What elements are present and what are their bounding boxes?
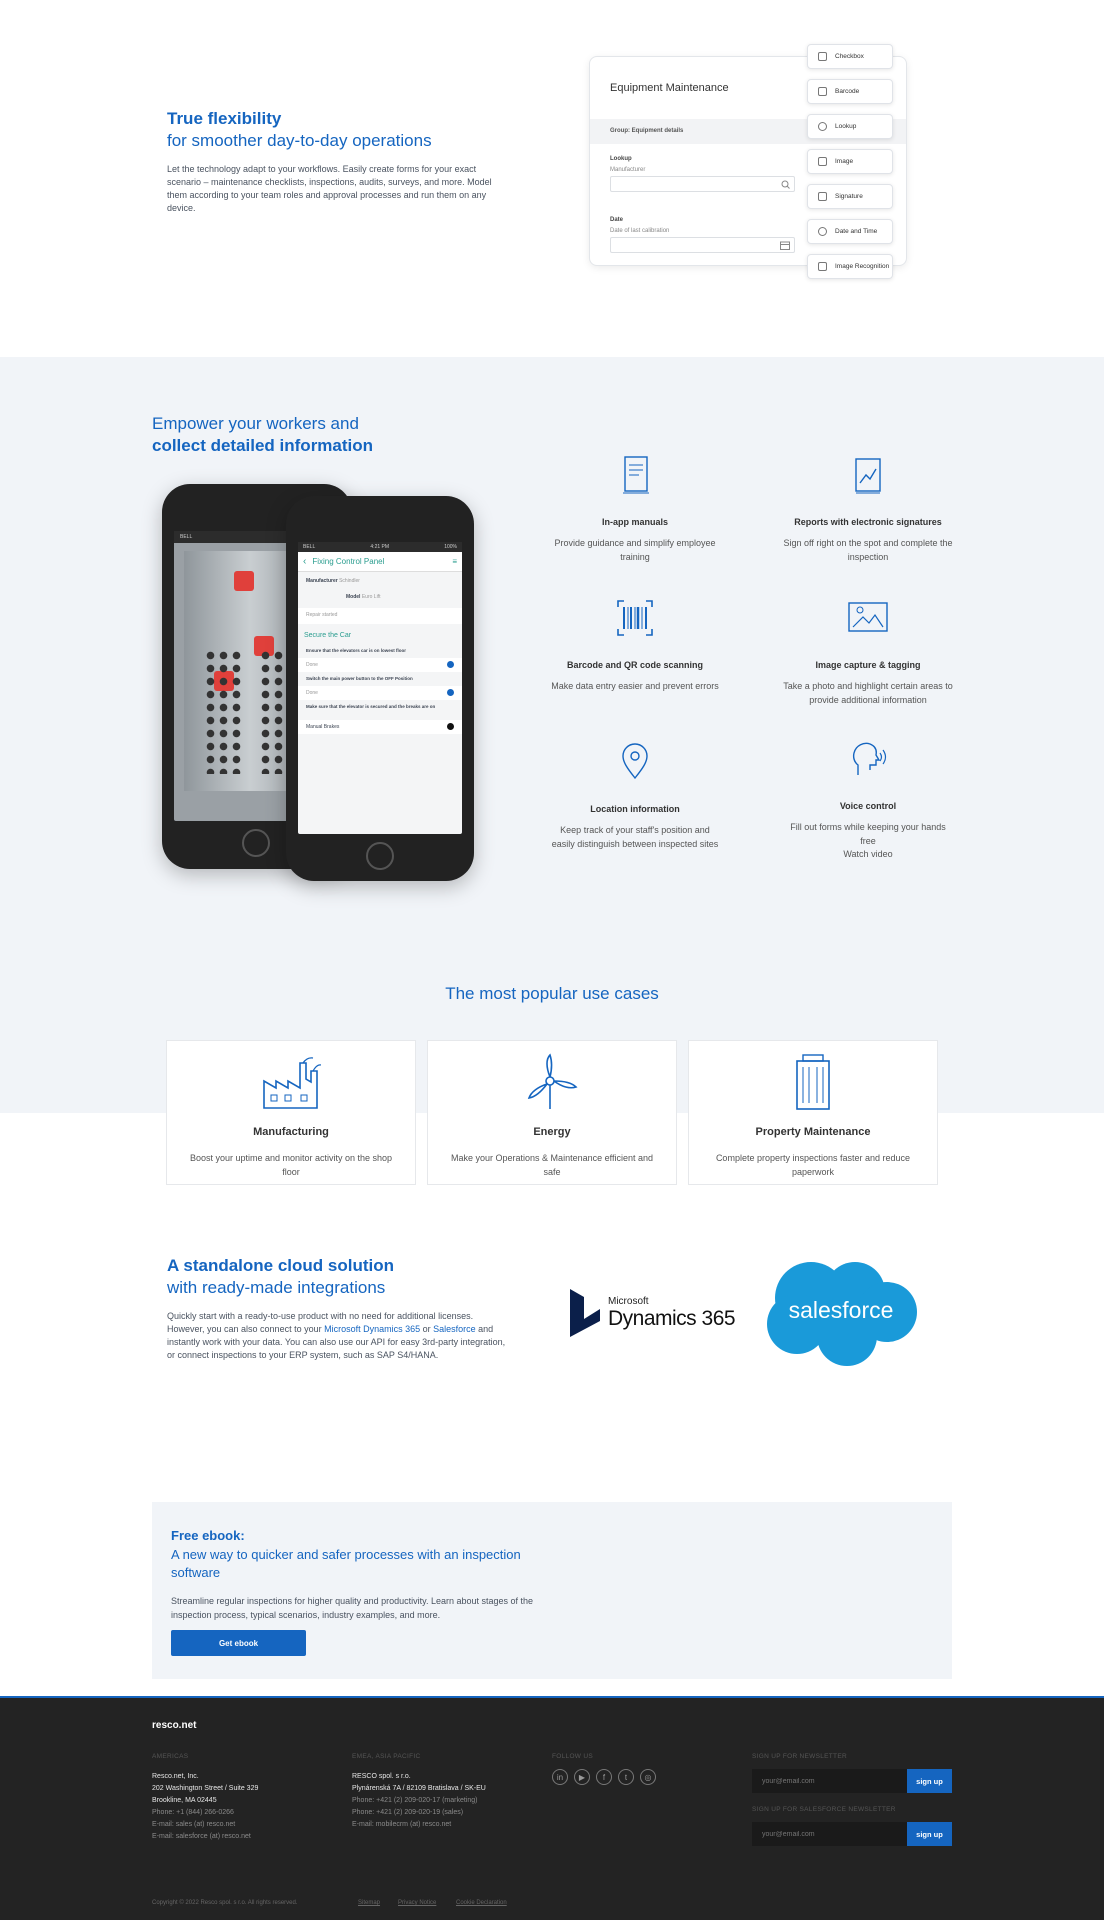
checkbox-icon <box>818 52 827 61</box>
done-row-2[interactable] <box>298 686 462 700</box>
row-label: Done <box>306 690 318 696</box>
row-label: Model <box>346 594 361 600</box>
question-1: Ensure that the elevators car is on lowest floor <box>306 648 407 653</box>
date-sublabel: Date of last calibration <box>610 228 670 234</box>
status-bar <box>298 542 462 552</box>
tool-label: Checkbox <box>835 53 864 60</box>
americas-heading: AMERICAS <box>152 1753 189 1760</box>
row-label: Done <box>306 662 318 668</box>
feature-title: Location information <box>590 804 680 814</box>
feature-title: Reports with electronic signatures <box>794 517 942 527</box>
dynamics-link[interactable]: Microsoft Dynamics 365 <box>324 1324 421 1334</box>
body-text: or <box>420 1324 434 1334</box>
facebook-icon[interactable]: f <box>596 1769 612 1785</box>
barcode-icon <box>818 87 827 96</box>
nav-title: Fixing Control Panel <box>312 557 385 566</box>
question-2: Switch the main power button to the OFF Position <box>306 676 413 681</box>
feature-title: Barcode and QR code scanning <box>566 660 704 670</box>
use-case-property-maintenance[interactable] <box>688 1040 938 1185</box>
cookie-link[interactable]: Cookie Declaration <box>456 1900 507 1906</box>
body-text: and instantly work with your data. You can also use our API for easy 3rd-party integration, or connect inspections to your ERP system, such as SAP S4/HANA. <box>167 1324 506 1360</box>
tool-label: Image <box>835 158 854 165</box>
emea-heading: EMEA, ASIA PACIFIC <box>352 1753 421 1760</box>
feature-desc: Fill out forms while keeping your hands free <box>790 822 946 846</box>
ebook-label: Free ebook: <box>171 1528 245 1543</box>
newsletter-heading: SIGN UP FOR NEWSLETTER <box>752 1753 847 1760</box>
emea-street: Plynárenská 7A / 82109 Bratislava / SK-EU <box>352 1785 486 1792</box>
manual-brakes-row[interactable] <box>298 720 462 734</box>
emea-phone-marketing: Phone: +421 (2) 209-020-17 (marketing) <box>352 1797 478 1804</box>
form-title: Equipment Maintenance <box>610 82 729 94</box>
toggle-icon <box>447 723 454 730</box>
radio-on-icon <box>447 661 454 668</box>
tool-date-time[interactable] <box>807 219 893 244</box>
copyright: Copyright © 2022 Resco spol. s r.o. All rights reserved. <box>152 1900 298 1906</box>
location-pin-icon <box>615 742 655 782</box>
use-case-manufacturing[interactable] <box>166 1040 416 1185</box>
done-row-1[interactable] <box>298 658 462 672</box>
tool-label: Lookup <box>835 123 857 130</box>
feature-desc: Keep track of your staff's position and easily distinguish between inspected sites <box>551 825 719 849</box>
newsletter-email-input[interactable] <box>752 1769 907 1793</box>
feature-desc: Make data entry easier and prevent errors <box>551 681 719 691</box>
use-cases-title: The most popular use cases <box>445 984 659 1003</box>
americas-email-salesforce[interactable]: E-mail: salesforce (at) resco.net <box>152 1833 251 1840</box>
follow-heading: FOLLOW US <box>552 1753 593 1760</box>
footer-newsletter <box>752 1753 952 1846</box>
feature-title: In-app manuals <box>601 517 668 527</box>
image-icon <box>818 157 827 166</box>
carrier: BELL <box>180 534 193 540</box>
use-case-name: Property Maintenance <box>755 1126 871 1138</box>
newsletter-signup-button[interactable]: sign up <box>907 1769 952 1793</box>
tool-label: Image Recognition <box>835 263 890 270</box>
home-button <box>366 842 394 870</box>
lookup-sublabel: Manufacturer <box>610 167 646 173</box>
tool-image[interactable] <box>807 149 893 174</box>
privacy-link[interactable]: Privacy Notice <box>398 1900 437 1906</box>
americas-company: Resco.net, Inc. <box>152 1773 199 1780</box>
battery: 100% <box>444 544 457 550</box>
feature-reports <box>783 455 953 564</box>
feature-location <box>550 742 720 851</box>
tool-lookup[interactable] <box>807 114 893 139</box>
question-3: Make sure that the elevator is secured and the breaks are on <box>306 704 436 709</box>
use-case-desc: Complete property inspections faster and reduce paperwork <box>715 1153 911 1177</box>
menu-icon[interactable]: ≡ <box>452 557 457 566</box>
back-icon[interactable]: ‹ <box>303 556 307 567</box>
ebook-banner <box>152 1502 952 1679</box>
tool-checkbox[interactable] <box>807 44 893 69</box>
factory-icon <box>261 1053 321 1111</box>
footer-americas <box>152 1753 258 1843</box>
section-header: Secure the Car <box>304 632 352 639</box>
button-grid <box>259 649 289 774</box>
instagram-icon[interactable]: ◎ <box>640 1769 656 1785</box>
time: 4:21 PM <box>370 544 390 550</box>
tool-barcode[interactable] <box>807 79 893 104</box>
sitemap-link[interactable]: Sitemap <box>358 1900 381 1906</box>
calendar-icon <box>780 241 790 250</box>
flexibility-title: True flexibility <box>167 109 282 128</box>
feature-desc: Take a photo and highlight certain areas to provide additional information <box>783 681 953 705</box>
dynamics-mark-icon <box>568 1287 602 1339</box>
home-button <box>242 829 270 857</box>
cloud-body <box>167 1310 507 1362</box>
pin-marker <box>234 571 254 591</box>
use-case-desc: Make your Operations & Maintenance efficient and safe <box>451 1153 653 1177</box>
flexibility-body: Let the technology adapt to your workflows. Easily create forms for your exact scenario – maintenance checklists, inspections, audits, surveys, and more. Model them according to your team roles and approval processes and run them on any device. <box>167 164 492 213</box>
get-ebook-button[interactable]: Get ebook <box>171 1630 306 1656</box>
manual-icon <box>615 455 655 495</box>
tool-image-recognition[interactable] <box>807 254 893 279</box>
feature-in-app-manuals <box>550 455 720 564</box>
date-field <box>610 217 795 253</box>
cloud-title: A standalone cloud solution <box>167 1256 394 1275</box>
use-case-energy[interactable] <box>427 1040 677 1185</box>
youtube-icon[interactable]: ▶ <box>574 1769 590 1785</box>
feature-title: Voice control <box>839 801 897 811</box>
phone-front-screen <box>298 542 462 834</box>
form-group-header: Group: Equipment details <box>590 119 906 144</box>
clock-icon <box>818 227 827 236</box>
footer <box>0 1696 1104 1920</box>
lookup-input[interactable] <box>610 176 795 192</box>
americas-street: 202 Washington Street / Suite 329 <box>152 1785 259 1792</box>
row-label: Repair started <box>306 612 338 618</box>
button-grid <box>204 649 244 774</box>
use-case-name: Manufacturing <box>253 1126 329 1138</box>
tool-signature[interactable] <box>807 184 893 209</box>
radio-on-icon <box>447 689 454 696</box>
footer-top-border <box>0 1696 1104 1698</box>
sf-newsletter-signup-button[interactable]: sign up <box>907 1822 952 1846</box>
tool-label: Date and Time <box>835 228 878 235</box>
emea-email[interactable]: E-mail: mobilecrm (at) resco.net <box>352 1821 452 1828</box>
feature-desc: Provide guidance and simplify employee training <box>554 538 716 562</box>
signature-icon <box>818 192 827 201</box>
salesforce-link[interactable]: Salesforce <box>433 1324 476 1334</box>
feature-barcode <box>550 598 720 694</box>
date-input[interactable] <box>610 237 795 253</box>
feature-image-capture <box>783 598 953 707</box>
report-icon <box>848 455 888 495</box>
feature-title: Image capture & tagging <box>815 660 921 670</box>
sf-newsletter-heading: SIGN UP FOR SALESFORCE NEWSLETTER <box>752 1806 896 1813</box>
cloud-subtitle: with ready-made integrations <box>167 1278 386 1297</box>
tool-label: Barcode <box>835 88 860 95</box>
barcode-icon <box>615 598 655 638</box>
wind-turbine-icon <box>522 1053 582 1111</box>
voice-head-icon <box>848 739 888 779</box>
search-icon <box>781 180 790 189</box>
watch-video-link[interactable]: Watch video <box>843 849 893 859</box>
building-icon <box>783 1053 843 1111</box>
tool-label: Signature <box>835 193 863 200</box>
ebook-title: A new way to quicker and safer processes with an inspection software <box>171 1547 521 1580</box>
image-recognition-icon <box>818 262 827 271</box>
use-case-name: Energy <box>533 1126 571 1138</box>
americas-phone: Phone: +1 (844) 266-0266 <box>152 1809 234 1816</box>
model-row <box>298 590 462 606</box>
phone-front <box>286 496 474 881</box>
row-value: Euro Lift <box>361 594 381 600</box>
date-label: Date <box>610 217 624 223</box>
americas-email-sales[interactable]: E-mail: sales (at) resco.net <box>152 1821 236 1828</box>
use-case-desc: Boost your uptime and monitor activity on the shop floor <box>189 1153 393 1177</box>
linkedin-icon[interactable]: in <box>552 1769 568 1785</box>
repair-row <box>298 608 462 624</box>
row-value: Schindler <box>339 578 360 584</box>
ebook-body: Streamline regular inspections for higher quality and productivity. Learn about stages of the inspection process, typical scenarios, industry examples, and more. <box>171 1596 534 1620</box>
nav-bar <box>298 552 462 572</box>
manufacturer-row <box>298 574 462 590</box>
dynamics-small-text: Microsoft <box>608 1296 649 1307</box>
salesforce-text: salesforce <box>788 1297 894 1323</box>
lookup-label: Lookup <box>610 156 632 162</box>
twitter-icon[interactable]: t <box>618 1769 634 1785</box>
body-text: Quickly start with a ready-to-use product with no need for additional licenses. However, you can also connect to your <box>167 1311 474 1334</box>
dynamics-big-text: Dynamics 365 <box>608 1307 736 1330</box>
flexibility-subtitle: for smoother day-to-day operations <box>167 131 432 150</box>
footer-logo[interactable]: resco.net <box>152 1720 197 1731</box>
americas-city: Brookline, MA 02445 <box>152 1797 217 1804</box>
feature-desc: Sign off right on the spot and complete the inspection <box>783 538 953 562</box>
search-icon <box>818 122 827 131</box>
empower-title-bold: collect detailed information <box>152 436 374 455</box>
row-label: Manufacturer <box>306 578 338 584</box>
sf-newsletter-email-input[interactable] <box>752 1822 907 1846</box>
emea-company: RESCO spol. s r.o. <box>352 1773 411 1780</box>
footer-emea <box>352 1753 486 1831</box>
feature-voice-control <box>783 739 953 862</box>
lookup-field <box>610 156 795 192</box>
row-label: Manual Brakes <box>306 724 340 730</box>
dynamics-365-logo <box>568 1285 743 1340</box>
salesforce-logo <box>763 1258 919 1366</box>
carrier: BELL <box>303 544 316 550</box>
footer-follow <box>552 1753 656 1785</box>
image-tag-icon <box>848 598 888 638</box>
empower-title: Empower your workers and <box>152 414 359 433</box>
emea-phone-sales: Phone: +421 (2) 209-020-19 (sales) <box>352 1809 464 1816</box>
